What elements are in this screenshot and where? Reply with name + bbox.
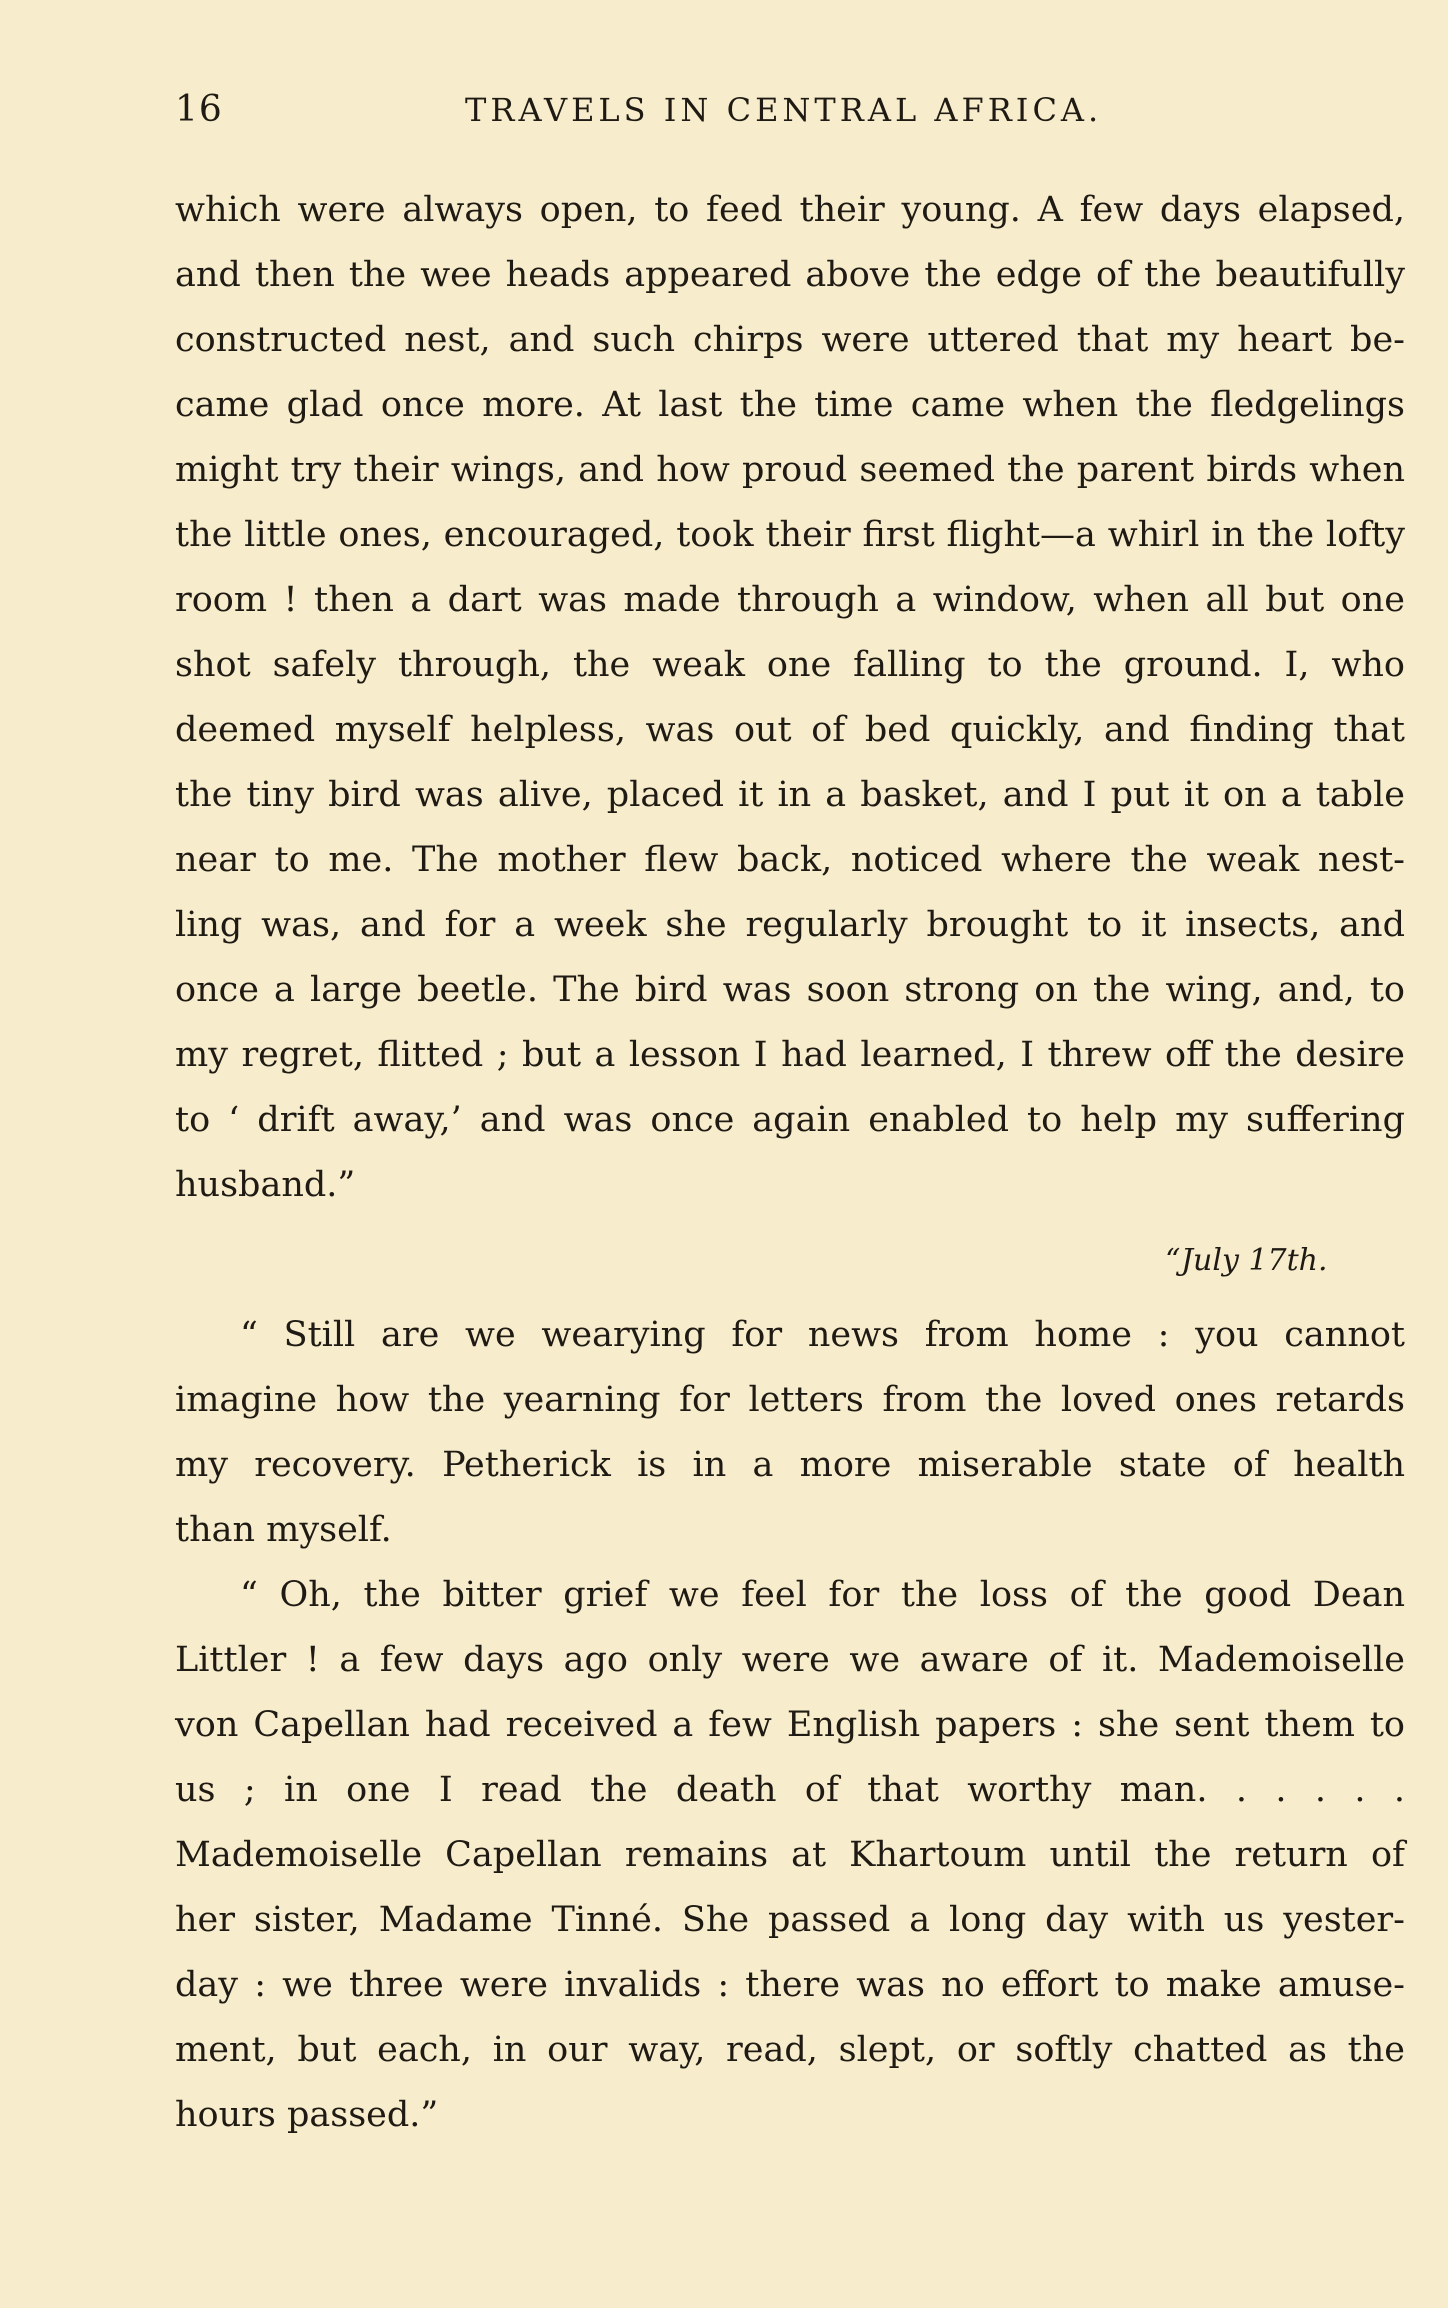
text-line: Littler ! a few days ago only were we aware of it. Mademoiselle — [175, 1640, 1405, 1680]
text-line: “ Still are we wearying for news from home : you cannot — [240, 1315, 1405, 1355]
text-line: ment, but each, in our way, read, slept, or softly chatted as the — [175, 2030, 1405, 2070]
text-line: than myself. — [175, 1510, 392, 1550]
text-line: her sister, Madame Tinné. She passed a long day with us yester- — [175, 1900, 1405, 1940]
text-line: constructed nest, and such chirps were uttered that my heart be- — [175, 320, 1405, 360]
text-line: once a large beetle. The bird was soon strong on the wing, and, to — [175, 970, 1405, 1010]
text-line: room ! then a dart was made through a window, when all but one — [175, 580, 1405, 620]
text-line: Mademoiselle Capellan remains at Khartoum until the return of — [175, 1835, 1405, 1875]
text-line: the little ones, encouraged, took their first flight—a whirl in the lofty — [175, 515, 1405, 555]
text-line: imagine how the yearning for letters from the loved ones retards — [175, 1380, 1405, 1420]
text-line: ling was, and for a week she regularly brought to it insects, and — [175, 905, 1405, 945]
running-title: TRAVELS IN CENTRAL AFRICA. — [465, 91, 1103, 129]
text-line: husband.” — [175, 1165, 356, 1205]
text-line: deemed myself helpless, was out of bed quickly, and finding that — [175, 710, 1405, 750]
text-line: shot safely through, the weak one falling to the ground. I, who — [175, 645, 1405, 685]
body-text — [175, 178, 1405, 2148]
text-line: my regret, flitted ; but a lesson I had learned, I threw off the desire — [175, 1035, 1405, 1075]
text-line: us ; in one I read the death of that worthy man. . . . . . — [175, 1770, 1405, 1810]
text-line: my recovery. Petherick is in a more miserable state of health — [175, 1445, 1405, 1485]
text-line: the tiny bird was alive, placed it in a basket, and I put it on a table — [175, 775, 1405, 815]
dateline: “July 17th. — [1165, 1243, 1328, 1278]
text-line: and then the wee heads appeared above the edge of the beautifully — [175, 255, 1405, 295]
text-line: day : we three were invalids : there was no effort to make amuse- — [175, 1965, 1405, 2005]
text-line: von Capellan had received a few English papers : she sent them to — [175, 1705, 1405, 1745]
text-line: hours passed.” — [175, 2095, 439, 2135]
text-line: which were always open, to feed their young. A few days elapsed, — [175, 190, 1405, 230]
text-line: to ‘ drift away,’ and was once again enabled to help my suffering — [175, 1100, 1405, 1140]
page-number: 16 — [175, 89, 223, 130]
text-line: came glad once more. At last the time came when the fledgelings — [175, 385, 1405, 425]
page-header — [175, 80, 1405, 140]
text-line: might try their wings, and how proud seemed the parent birds when — [175, 450, 1405, 490]
text-line: “ Oh, the bitter grief we feel for the loss of the good Dean — [240, 1575, 1405, 1615]
text-line: near to me. The mother flew back, noticed where the weak nest- — [175, 840, 1405, 880]
